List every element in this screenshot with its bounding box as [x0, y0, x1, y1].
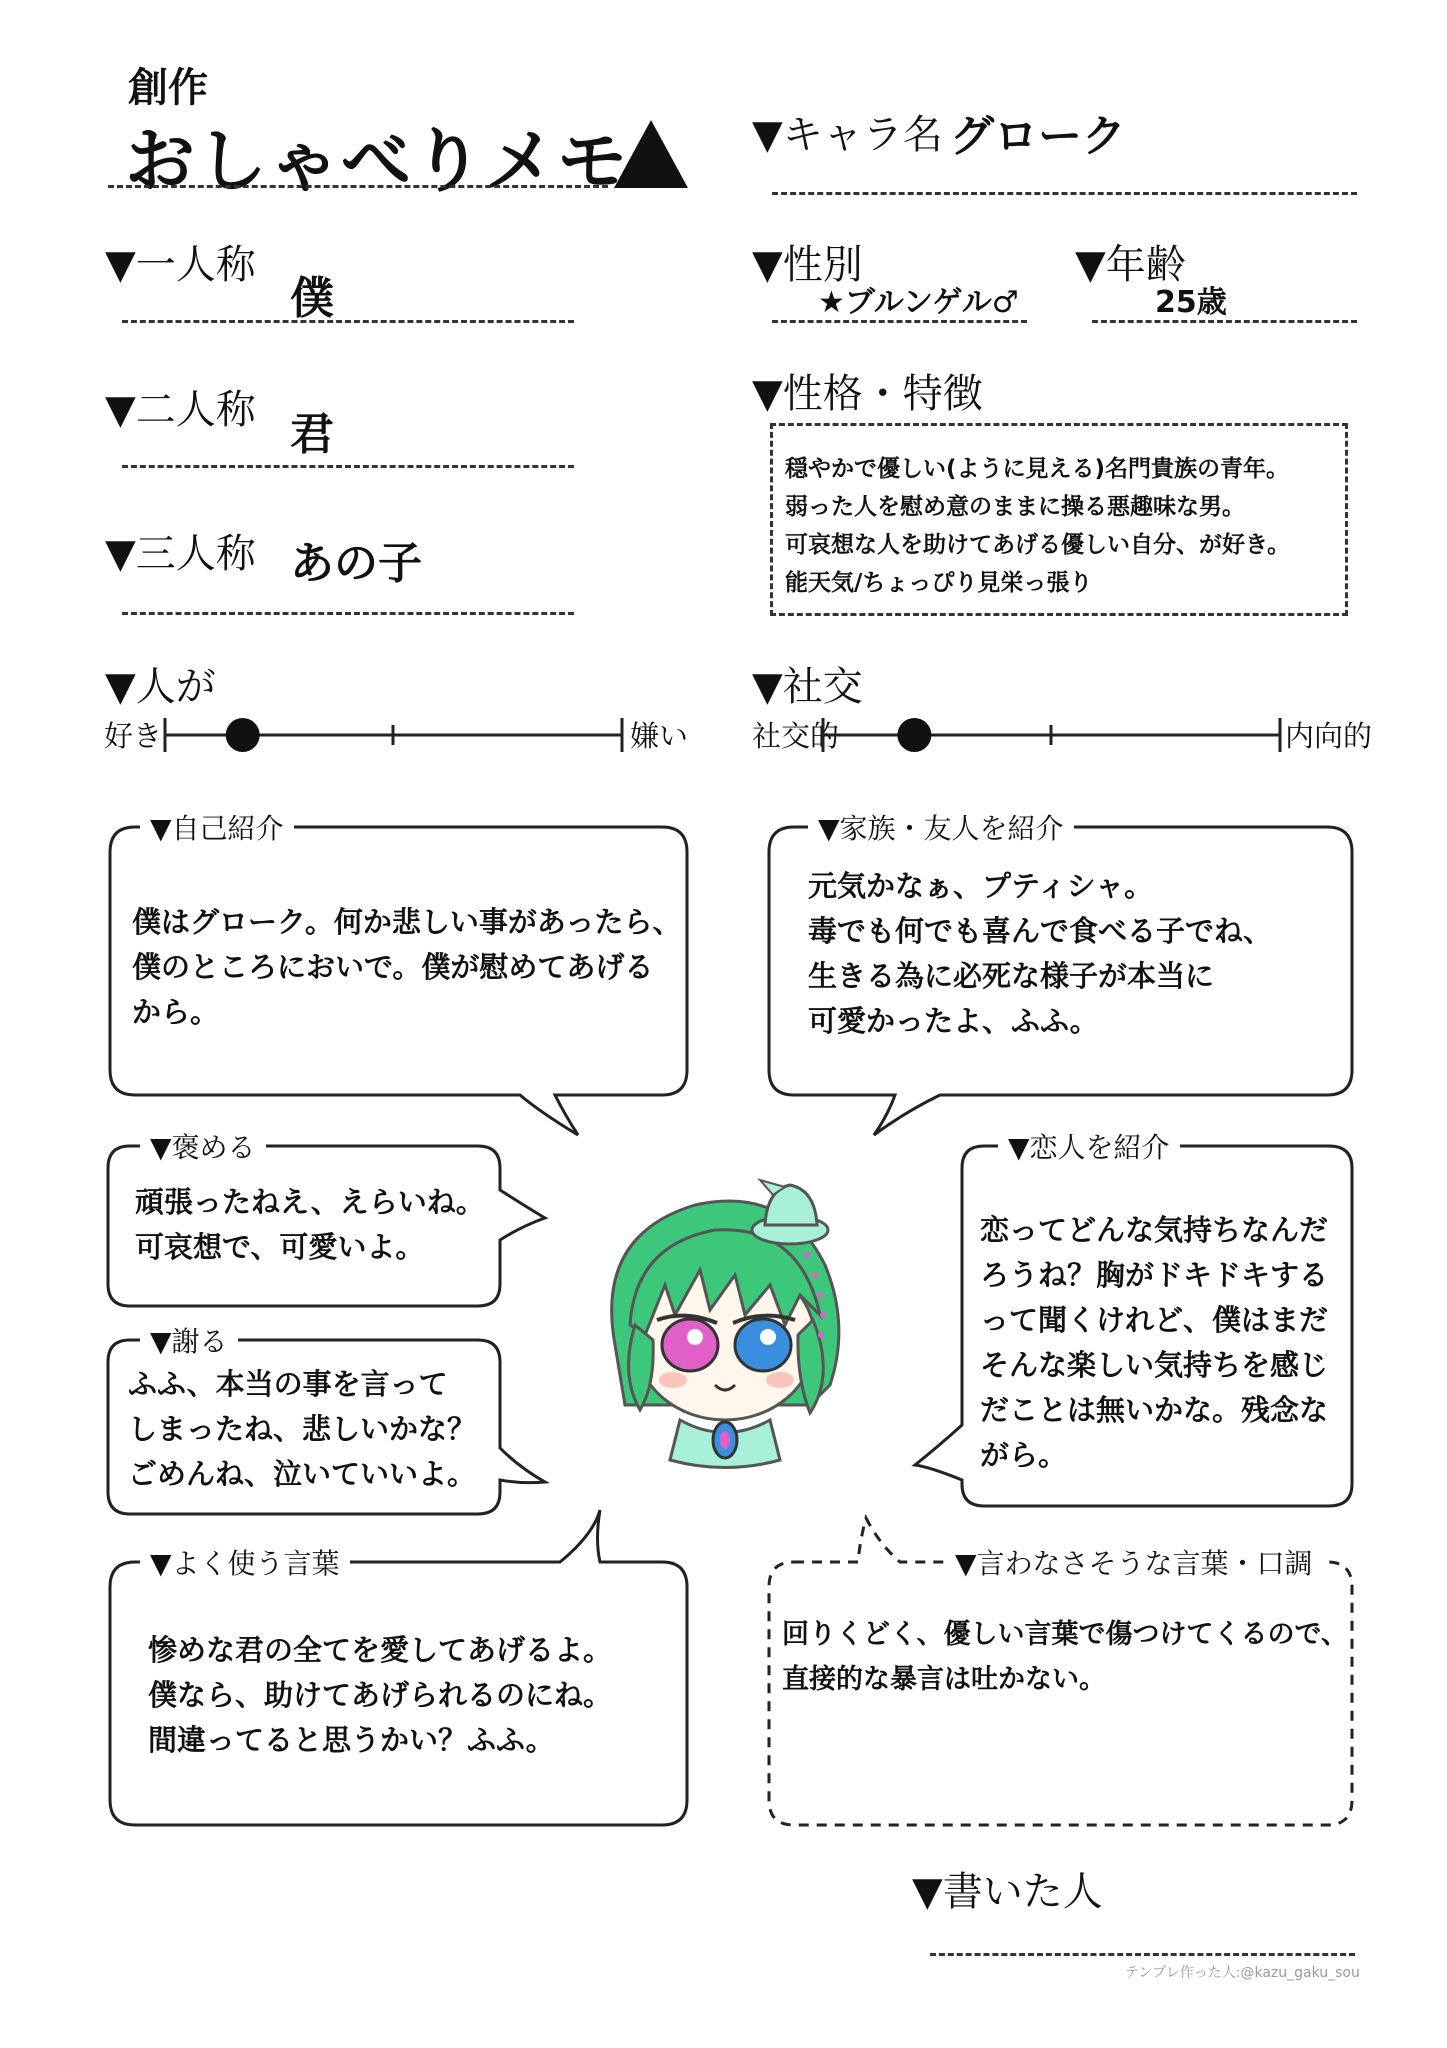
- character-eye-left: [662, 1319, 718, 1371]
- personality-line: 穏やかで優しい(ように見える)名門貴族の青年。: [785, 456, 1290, 482]
- people-scale-label: ▼人が: [105, 664, 216, 710]
- never-say-line: 直接的な暴言は吐かない。: [782, 1664, 1106, 1695]
- praise-title: ▼褒める: [140, 1131, 266, 1165]
- lover-line: 恋ってどんな気持ちなんだ: [980, 1213, 1329, 1247]
- common-words-line: 間違ってると思うかい？ふふ。: [148, 1723, 555, 1757]
- author-line: [930, 1953, 1355, 1956]
- apologize-line: ふふ、本当の事を言って: [128, 1367, 448, 1401]
- family-line: 可愛かったよ、ふふ。: [808, 1004, 1099, 1038]
- self-intro-text: [132, 900, 682, 1035]
- apologize-line: ごめんね、泣いていいよ。: [128, 1457, 477, 1491]
- gender-label: ▼性別: [752, 242, 863, 288]
- third-person-label: ▼三人称: [105, 531, 256, 577]
- character-illustration: [585, 1175, 865, 1485]
- lover-title: ▼恋人を紹介: [998, 1131, 1180, 1165]
- self-intro-line: 僕はグローク。何か悲しい事があったら、: [132, 905, 682, 939]
- lover-line: そんな楽しい気持ちを感じ: [980, 1348, 1329, 1382]
- praise-text: [135, 1180, 485, 1270]
- never-say-line: 回りくどく、優しい言葉で傷つけてくるので、: [782, 1619, 1348, 1650]
- header-subtitle: 創作: [128, 65, 208, 111]
- third-person-value: あの子: [290, 538, 422, 589]
- social-scale-label: ▼社交: [752, 664, 863, 710]
- lover-text: [980, 1208, 1328, 1478]
- people-scale-right: 嫌い: [630, 719, 689, 753]
- first-person-value: 僕: [290, 273, 334, 324]
- lover-line: だことは無いかな。残念な: [980, 1393, 1329, 1427]
- chara-name-label: ▼キャラ名: [752, 112, 943, 158]
- header-title: おしゃべりメモ: [125, 120, 629, 202]
- lover-line: がら。: [980, 1438, 1068, 1472]
- personality-line: 可哀想な人を助けてあげる優しい自分、が好き。: [785, 532, 1291, 558]
- personality-label: ▼性格・特徴: [752, 371, 983, 417]
- age-value: 25歳: [1155, 285, 1227, 320]
- apologize-text: [128, 1362, 476, 1497]
- never-say-text: [782, 1612, 1348, 1702]
- social-scale-right: 内向的: [1285, 719, 1373, 753]
- common-words-line: 僕なら、助けてあげられるのにね。: [148, 1678, 613, 1712]
- never-say-title: ▼言わなさそうな言葉・口調: [945, 1547, 1323, 1581]
- common-words-text: [148, 1628, 612, 1763]
- template-credit: テンプレ作った人:@kazu_gaku_sou: [1125, 1965, 1360, 1981]
- common-words-line: 惨めな君の全てを愛してあげるよ。: [148, 1633, 613, 1667]
- self-intro-title: ▼自己紹介: [140, 812, 294, 846]
- first-person-label: ▼一人称: [105, 242, 256, 288]
- self-intro-line: から。: [132, 995, 220, 1029]
- lover-line: って聞くけれど、僕はまだ: [980, 1303, 1329, 1337]
- common-words-title: ▼よく使う言葉: [140, 1547, 350, 1581]
- praise-line: 可哀想で、可愛いよ。: [135, 1230, 425, 1264]
- social-scale-left: 社交的: [752, 719, 840, 753]
- family-text: [808, 864, 1272, 1044]
- family-line: 毒でも何でも喜んで食べる子でね、: [808, 914, 1273, 948]
- second-person-value: 君: [290, 409, 334, 460]
- apologize-title: ▼謝る: [140, 1325, 238, 1359]
- family-title: ▼家族・友人を紹介: [808, 812, 1074, 846]
- gender-value: ★ブルンゲル♂: [818, 285, 1019, 320]
- personality-line: 弱った人を慰め意のままに操る悪趣味な男。: [785, 494, 1245, 520]
- praise-line: 頑張ったねえ、えらいね。: [135, 1185, 485, 1219]
- personality-line: 能天気/ちょっぴり見栄っ張り: [785, 570, 1093, 596]
- author-label: ▼書いた人: [912, 1869, 1103, 1915]
- chara-name-value: グローク: [950, 111, 1126, 162]
- family-line: 元気かなぁ、プティシャ。: [808, 869, 1154, 903]
- self-intro-line: 僕のところにおいで。僕が慰めてあげる: [132, 950, 654, 984]
- character-eye-right: [735, 1319, 791, 1371]
- family-line: 生きる為に必死な様子が本当に: [808, 959, 1215, 993]
- apologize-line: しまったね、悲しいかな？: [128, 1412, 477, 1446]
- age-label: ▼年齢: [1075, 242, 1186, 288]
- second-person-label: ▼二人称: [105, 387, 256, 433]
- lover-line: ろうね？胸がドキドキする: [980, 1258, 1329, 1292]
- people-scale-left: 好き: [104, 719, 163, 753]
